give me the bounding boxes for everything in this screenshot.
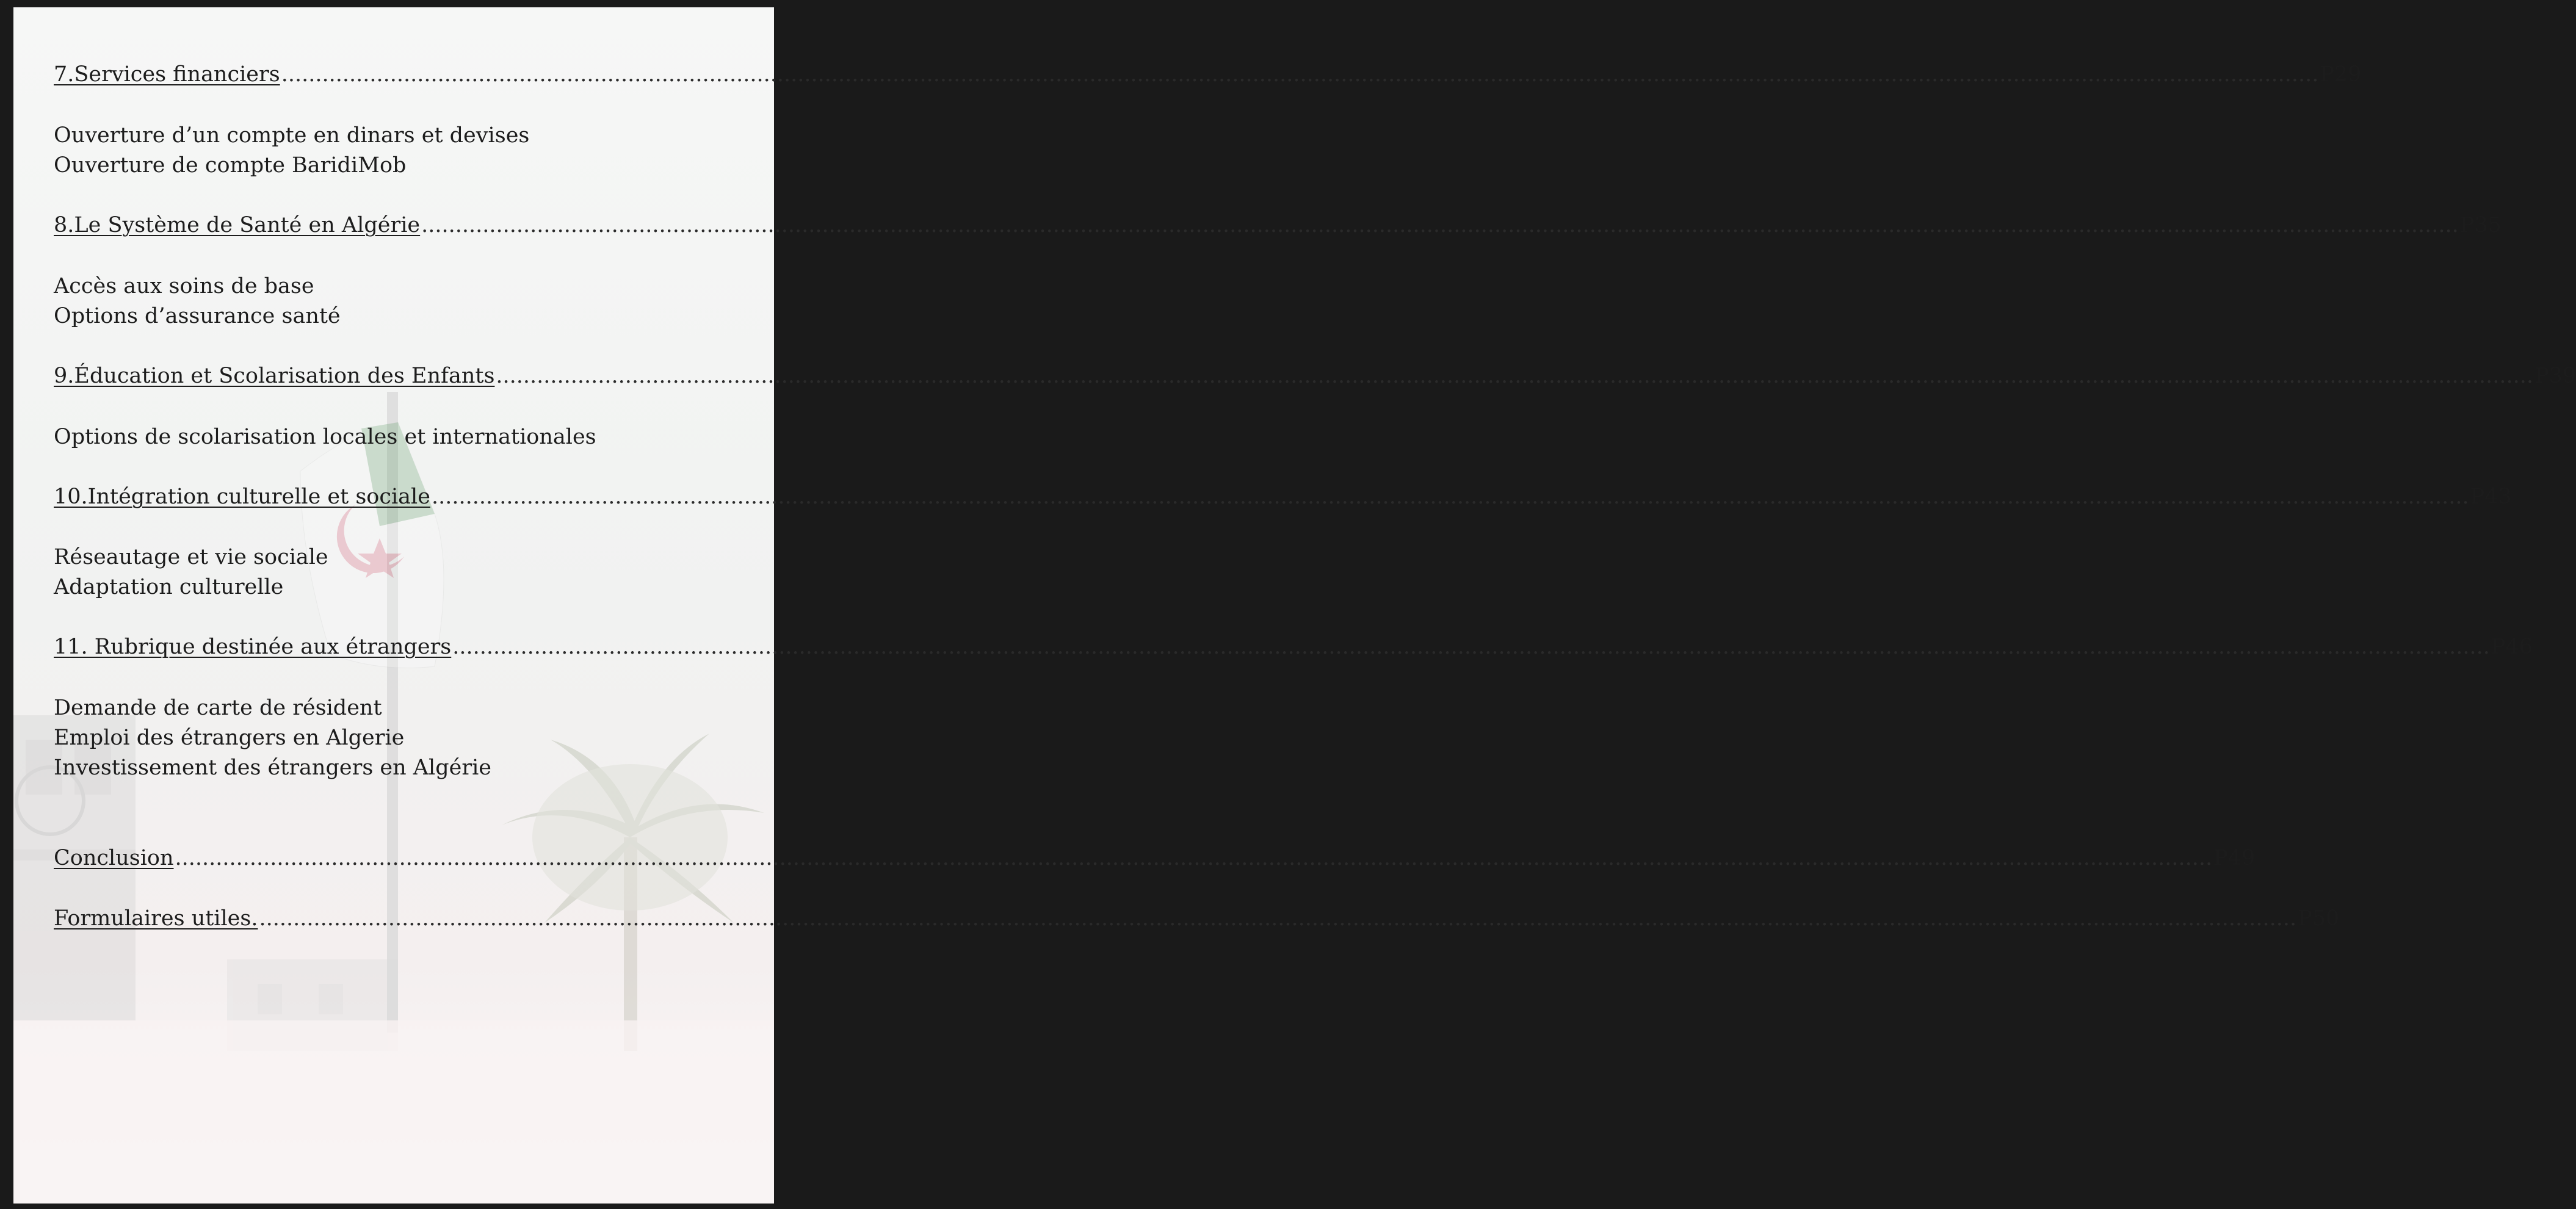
- toc-page-number: P29: [2320, 62, 2362, 87]
- toc-subtopic-list: [54, 693, 491, 783]
- toc-entry[interactable]: [54, 846, 2256, 870]
- toc-subtopic: Demande de carte de résident: [54, 696, 382, 720]
- toc-subtopic-list: [54, 272, 341, 331]
- toc-page-number: P49: [2213, 846, 2256, 870]
- toc-entry[interactable]: [54, 485, 2512, 509]
- toc-page-number: P43: [2470, 485, 2512, 509]
- toc-leader-dots: ............................................................................................................................................................................................................................................................................................................: [175, 846, 2213, 870]
- toc-entry[interactable]: [54, 62, 2362, 87]
- toc-subtopic: Ouverture de compte BaridiMob: [54, 153, 407, 178]
- toc-subtopic: Accès aux soins de base: [54, 274, 314, 298]
- toc-page-number: P50: [2298, 906, 2340, 931]
- toc-page-number: P46: [2491, 635, 2533, 659]
- toc-leader-dots: ............................................................................................................................................................................................................................................................................................................: [452, 635, 2490, 659]
- toc-entry[interactable]: [54, 635, 2533, 659]
- toc-entry-title[interactable]: 8.Le Système de Santé en Algérie: [54, 213, 421, 237]
- toc-entry-title[interactable]: 7.Services financiers: [54, 62, 280, 87]
- toc-page-number: P35: [2459, 213, 2502, 237]
- toc-subtopic: Options de scolarisation locales et internationales: [54, 425, 596, 449]
- toc-entry-title[interactable]: 9.Éducation et Scolarisation des Enfants: [54, 364, 495, 388]
- document-page: [13, 7, 2576, 1204]
- toc-subtopic-list: [54, 422, 596, 452]
- toc-page-number: P39: [2534, 364, 2576, 388]
- toc-subtopic-list: [54, 543, 328, 602]
- toc-entry[interactable]: [54, 213, 2502, 237]
- toc-subtopic: Ouverture d’un compte en dinars et devises: [54, 123, 530, 148]
- toc-subtopic: Emploi des étrangers en Algerie: [54, 726, 405, 750]
- toc-leader-dots: ............................................................................................................................................................................................................................................................................................................: [259, 906, 2297, 931]
- toc-leader-dots: ............................................................................................................................................................................................................................................................................................................: [496, 364, 2534, 388]
- toc-subtopic: Investissement des étrangers en Algérie: [54, 756, 492, 780]
- table-of-contents: [13, 7, 2576, 1204]
- toc-entry[interactable]: [54, 364, 2576, 388]
- toc-entry-title[interactable]: Formulaires utiles.: [54, 906, 258, 931]
- toc-subtopic: Adaptation culturelle: [54, 575, 284, 599]
- toc-entry-title[interactable]: Conclusion: [54, 846, 174, 870]
- toc-entry[interactable]: [54, 906, 2340, 931]
- toc-entry-title[interactable]: 11. Rubrique destinée aux étrangers: [54, 635, 452, 659]
- toc-leader-dots: ............................................................................................................................................................................................................................................................................................................: [431, 485, 2469, 509]
- toc-subtopic-list: [54, 121, 529, 181]
- toc-leader-dots: ............................................................................................................................................................................................................................................................................................................: [281, 62, 2319, 87]
- toc-subtopic: Options d’assurance santé: [54, 304, 341, 328]
- toc-entry-title[interactable]: 10.Intégration culturelle et sociale: [54, 485, 430, 509]
- toc-subtopic: Réseautage et vie sociale: [54, 545, 328, 569]
- toc-leader-dots: ............................................................................................................................................................................................................................................................................................................: [421, 213, 2459, 237]
